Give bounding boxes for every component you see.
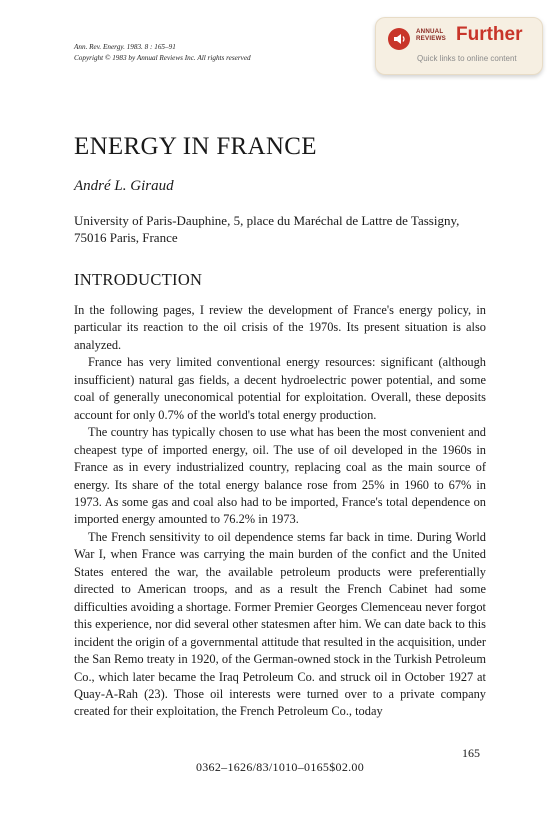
further-badge[interactable] (375, 17, 543, 75)
affiliation-line: 75016 Paris, France (74, 229, 178, 245)
author-name: André L. Giraud (74, 178, 174, 194)
article-code: 0362–1626/83/1010–0165$02.00 (195, 760, 365, 774)
paragraph: The French sensitivity to oil dependence stems far back in time. During World War I, when France was carrying the main burden of the confict and the United States entered the war, the available petroleum products were preferentially directed to American troops, and as a result the French Cabinet had some difficulties avoiding a shortage. Former Premier Georges Clemenceau never forgot this experience, nor did several other statesmen after him. We can date back to this incident the origin of a governmental attitude that resulted in the acquisition, under the San Remo treaty in 1920, of the German-owned stock in the Turkish Petroleum Co., which later became the Iraq Petroleum Co. and struck oil in October 1927 at Quay-A-Rah (23). Those oil interests were turned over to a private company created for their exploitation, the French Petroleum Co., today (74, 529, 486, 719)
further-tagline: Quick links to online content (417, 54, 517, 63)
brand-top: ANNUAL (416, 28, 444, 35)
article-title: ENERGY IN FRANCE (74, 133, 317, 160)
section-heading: INTRODUCTION (74, 270, 203, 289)
paragraph: The country has typically chosen to use what has been the most convenient and cheapest type of imported energy, oil. The use of oil developed in the 1960s in France as in every industrialized country, replacing coal as the main source of energy. Its share of the total energy balance rose from 25% in 1960 to 67% in 1973. As some gas and coal also had to be imported, France's total dependence on imported energy amounted to 76.2% in 1973. (74, 425, 486, 527)
annual-reviews-logo (416, 28, 446, 42)
page-number: 165 (462, 746, 480, 760)
journal-citation (74, 42, 251, 63)
speaker-icon (388, 28, 410, 50)
citation-line: Ann. Rev. Energy. 1983. 8 : 165–91 (74, 43, 176, 51)
paragraph: France has very limited conventional energy resources: significant (although insufficient) natural gas fields, a decent hydroelectric power potential, and some coal of generally uneconomical potential for exploitation. Overall, these deposits account for only 0.7% of the world's total energy production. (74, 355, 486, 422)
copyright-line: Copyright © 1983 by Annual Reviews Inc. All rights reserved (74, 53, 251, 62)
further-label: Further (456, 24, 523, 45)
paragraph: In the following pages, I review the development of France's energy policy, in particular its reaction to the oil crisis of the 1970s. Its present situation is also analyzed. (74, 303, 486, 352)
affiliation (74, 213, 494, 246)
affiliation-line: University of Paris-Dauphine, 5, place du Maréchal de Lattre de Tassigny, (74, 213, 460, 228)
brand-bottom: REVIEWS (416, 35, 446, 42)
body-text (74, 302, 486, 721)
